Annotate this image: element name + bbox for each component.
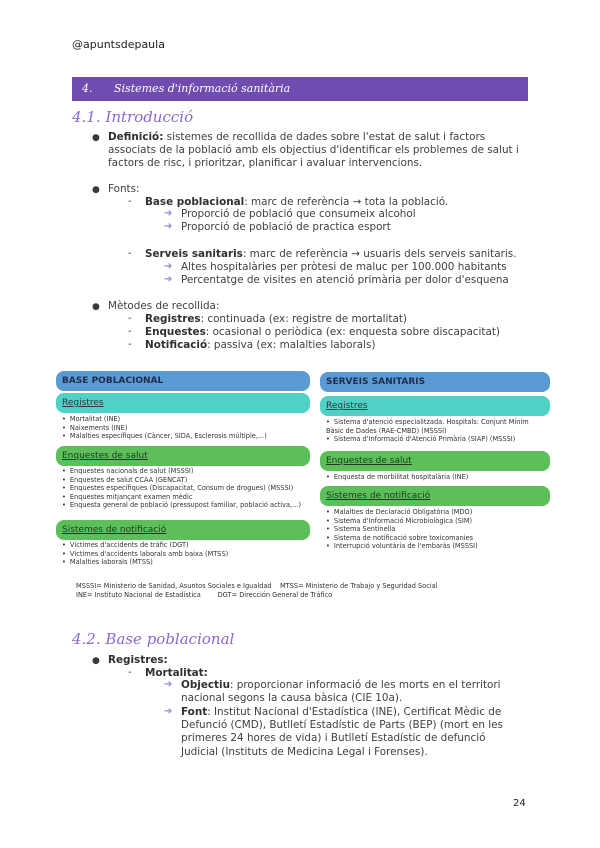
- method-enquestes: Enquestes: ocasional o periòdica (ex: enquesta sobre discapacitat): [145, 326, 500, 338]
- abbreviations: MSSSI= Ministerio de Sanidad, Asuntos Sociales e Igualdad MTSS= Ministerio de Trabajo y Seguridad Social INE= Instituto Nacional de Estadística DGT= Dirección General de Tráfico: [76, 582, 438, 599]
- right-notificacio-header: Sistemes de notificació: [320, 486, 550, 506]
- author-handle: @apuntsdepaula: [72, 38, 165, 51]
- serveis-sanitaris-title: SERVEIS SANITARIS: [320, 372, 550, 392]
- right-notificacio-list: • Malalties de Declaració Obligatòria (MDO) • Sistema d'Informació Microbiològica (SIM) • Sistema Sentinella • Sistema de notificació sobre toxicomanies • Interrupció voluntària de l'embaràs (MSSSI): [326, 508, 548, 551]
- left-enquestes-header: Enquestes de salut: [56, 446, 310, 466]
- services-example-2: Percentatge de visites en atenció primària per dolor d'esquena: [181, 274, 509, 286]
- objectiu: Objectiu: proporcionar informació de les morts en el territori nacional segons la causa bàsica (CIE 10a).: [181, 679, 501, 705]
- method-notificacio: Notificació: passiva (ex: malalties laborals): [145, 339, 376, 351]
- left-registres-header: Registres: [56, 393, 310, 413]
- bullet-icon: ●: [92, 302, 100, 312]
- base-heading: 4.2. Base poblacional: [72, 630, 235, 648]
- arrow-icon: ➔: [164, 706, 173, 717]
- left-notificacio-header: Sistemes de notificació: [56, 520, 310, 540]
- services-source: Serveis sanitaris: marc de referència → usuaris dels serveis sanitaris.: [145, 248, 517, 260]
- definition-line-1: sistemes de recollida de dades sobre l'estat de salut i factors: [166, 131, 486, 143]
- left-registres-list: • Mortalitat (INE) • Naixements (INE) • Malalties específiques (Càncer, SIDA, Esclerosis múltiple,...): [62, 415, 312, 441]
- dash-icon: -: [128, 196, 132, 207]
- dash-icon: -: [128, 326, 132, 337]
- definition-line-3: factors de risc, i prioritzar, planificar i avaluar intervencions.: [108, 157, 423, 170]
- base-example-2: Proporció de població de practica esport: [181, 221, 391, 233]
- base-poblacional-title: BASE POBLACIONAL: [56, 371, 310, 391]
- sources-label: Fonts:: [108, 183, 140, 195]
- mortalitat-label: Mortalitat:: [145, 667, 208, 679]
- page-number: 24: [513, 798, 526, 809]
- right-enquestes-header: Enquestes de salut: [320, 451, 550, 471]
- definition-label: Definició:: [108, 131, 164, 143]
- arrow-icon: ➔: [164, 679, 173, 690]
- methods-label: Mètodes de recollida:: [108, 300, 220, 312]
- section-number: 4.: [82, 82, 93, 95]
- font: Font: Institut Nacional d'Estadística (INE), Certificat Mèdic de Defunció (CMD), Butlletí Estadístic de Parts (BEP) (mort en les primeres 24 hores de vida) i Butlletí Estadístic de defunció Judicial (Instituts de Medicina Legal i Forenses).: [181, 706, 503, 758]
- arrow-icon: ➔: [164, 208, 173, 219]
- bullet-icon: ●: [92, 185, 100, 195]
- method-registres: Registres: continuada (ex: registre de mortalitat): [145, 313, 407, 325]
- dash-icon: -: [128, 339, 132, 350]
- left-enquestes-list: • Enquestes nacionals de salut (MSSSI) • Enquestes de salut CCAA (GENCAT) • Enquestes específiques (Discapacitat, Consum de drogues) (MSSSI) • Enquestes mitjançant examen mèdic • Enquesta general de població (pressupost familiar, població activa,...): [62, 467, 312, 510]
- services-example-1: Altes hospitalàries per pròtesi de maluc per 100.000 habitants: [181, 261, 507, 273]
- registres-label: Registres:: [108, 654, 168, 666]
- section-title: Sistemes d'informació sanitària: [114, 82, 291, 95]
- dash-icon: -: [128, 667, 132, 678]
- base-example-1: Proporció de població que consumeix alcohol: [181, 208, 416, 220]
- base-source: Base poblacional: marc de referència → tota la població.: [145, 196, 449, 208]
- bullet-icon: ●: [92, 133, 100, 143]
- arrow-icon: ➔: [164, 221, 173, 232]
- definition: [108, 131, 528, 171]
- intro-heading: 4.1. Introducció: [72, 108, 194, 126]
- arrow-icon: ➔: [164, 261, 173, 272]
- dash-icon: -: [128, 248, 132, 259]
- right-registres-list: • Sistema d'atenció especialitzada. Hospitals: Conjunt Mínim Bàsic de Dades (RAE-CMBD) (MSSSI) • Sistema d'Informació d'Atenció Primària (SIAP) (MSSSI): [326, 418, 548, 444]
- right-registres-header: Registres: [320, 396, 550, 416]
- bullet-icon: ●: [92, 656, 100, 666]
- dash-icon: -: [128, 313, 132, 324]
- definition-line-2: associats de la població amb els objectius d'identificar els problemes de salut i: [108, 144, 519, 157]
- arrow-icon: ➔: [164, 274, 173, 285]
- section-banner: [72, 77, 528, 101]
- right-enquestes-list: • Enquesta de morbilitat hospitalària (INE): [326, 473, 548, 482]
- left-notificacio-list: • Víctimes d'accidents de tràfic (DGT) • Víctimes d'accidents laborals amb baixa (MTSS) • Malalties laborals (MTSS): [62, 541, 312, 567]
